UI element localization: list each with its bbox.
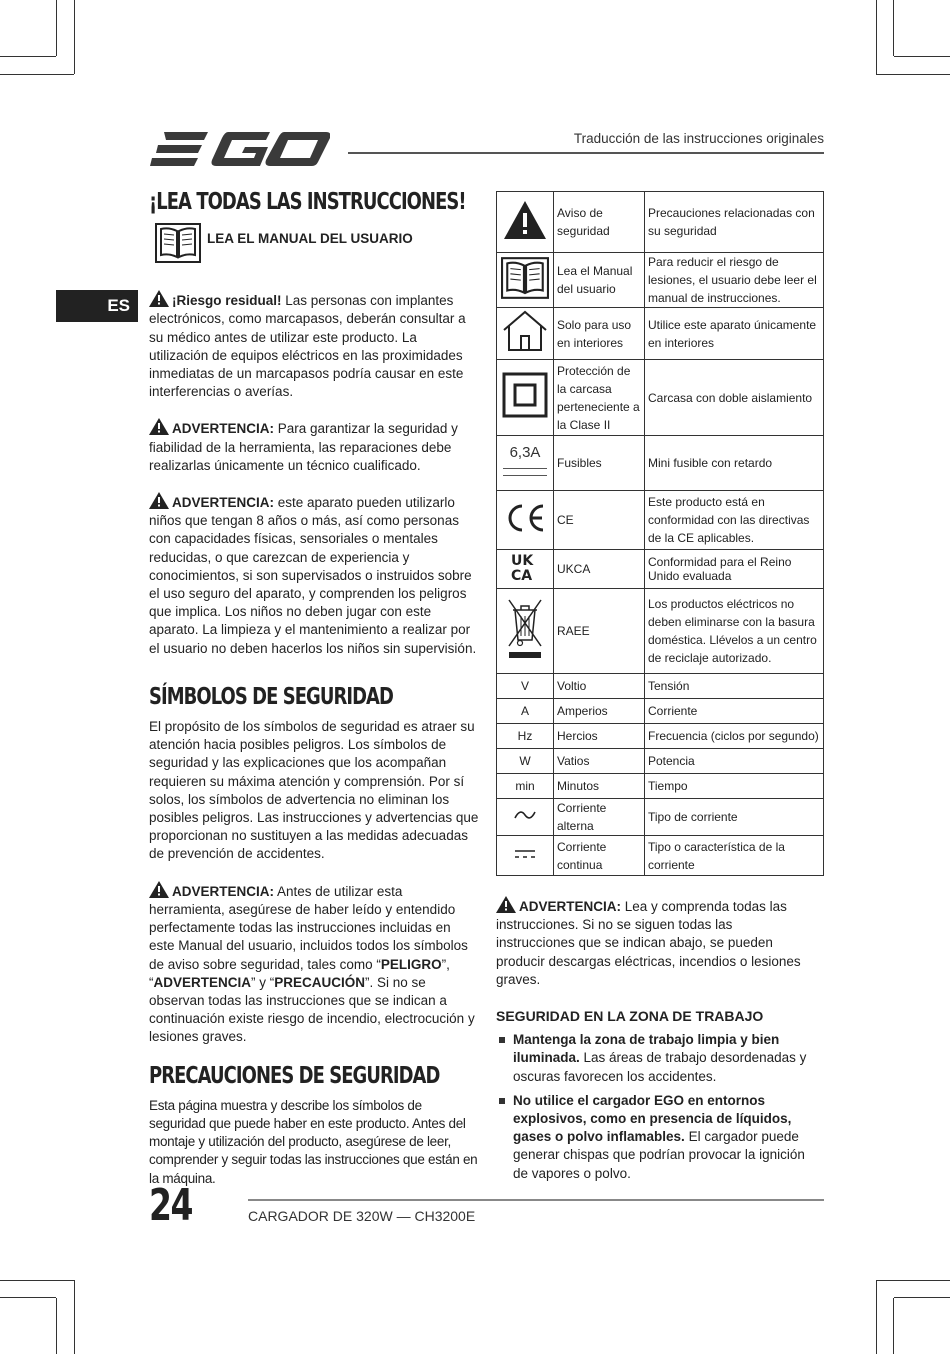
svg-text:CA: CA — [511, 567, 533, 582]
unit-symbol: min — [497, 774, 554, 799]
residual-risk-label: ¡Riesgo residual! — [172, 293, 282, 309]
symbol-name: Minutos — [554, 774, 645, 799]
left-column — [149, 189, 479, 1188]
symbol-cell — [497, 491, 554, 550]
symbol-name: Fusibles — [554, 436, 645, 491]
header-rule — [348, 152, 824, 154]
warning-read-all-paragraph — [496, 896, 814, 989]
symbol-description: Frecuencia (ciclos por segundo) — [645, 724, 824, 749]
table-row — [497, 674, 824, 699]
list-item — [496, 1031, 814, 1086]
symbol-name: Lea el Manual del usuario — [554, 253, 645, 308]
table-row — [497, 799, 824, 836]
symbol-description: Precauciones relacionadas con su seguridad — [645, 192, 824, 253]
double-insulation-icon — [502, 372, 548, 418]
symbol-cell — [497, 360, 554, 436]
signal-word-caution: PRECAUCIÓN — [274, 974, 366, 990]
ce-mark-icon — [503, 503, 547, 533]
crop-mark — [876, 74, 950, 75]
warning-children-text: este aparato pueden utilizarlo niños que tengan 8 años o más, así como personas con capacidades físicas, sensoriales o mentales reducidas, o que carezcan de experiencia y conocimientos, si son supervisados o instruidos sobre el uso seguro del aparato, y comprenden los peligros que implica. Los niños no deben jugar con este aparato. La limpieza y el mantenimiento a realizar por el usuario no deben hacerlos los niños sin supervisión. — [149, 495, 477, 656]
manual-label: LEA EL MANUAL DEL USUARIO — [207, 231, 413, 247]
footer-product: CARGADOR DE 320W — CH3200E — [248, 1208, 476, 1224]
symbol-description: Este producto está en conformidad con las directivas de la CE aplicables. — [645, 491, 824, 550]
table-row — [497, 836, 824, 876]
symbol-cell — [497, 836, 554, 876]
symbol-name: Corriente alterna — [554, 799, 645, 836]
signal-word-danger: PELIGRO — [380, 956, 442, 972]
fuse-icon — [503, 468, 547, 476]
warning-triangle-icon — [149, 492, 169, 509]
unit-symbol: Hz — [497, 724, 554, 749]
symbol-description: Los productos eléctricos no deben eliminarse con la basura doméstica. Llévelos a un centro de reciclaje autorizado. — [645, 589, 824, 674]
symbol-description: Corriente — [645, 699, 824, 724]
crop-mark — [74, 1280, 75, 1354]
warning-label: ADVERTENCIA: — [172, 495, 275, 511]
read-instructions-title: ¡LEA TODAS LAS INSTRUCCIONES! — [149, 189, 466, 215]
safety-symbols-intro: El propósito de los símbolos de seguridad es atraer su atención hacia posibles peligros. Los símbolos de seguridad y las explicaciones que los acompañan requieren su máxima atención y comprensión. Por sí solos, los símbolos de advertencia no eliminan los posibles peligros. Las instrucciones y advertencias que proporcionan no sustituyen a las medidas adecuadas de prevención de accidentes. — [149, 719, 479, 862]
safety-symbols-table — [496, 191, 824, 876]
crop-mark — [876, 1280, 950, 1281]
table-row — [497, 724, 824, 749]
work-area-safety-list — [496, 1031, 814, 1183]
warning-text: ”, “ — [149, 956, 450, 990]
symbol-name: Voltio — [554, 674, 645, 699]
bullet-bold-text: Mantenga la zona de trabajo limpia y bien iluminada. — [513, 1032, 780, 1066]
symbol-name: Hercios — [554, 724, 645, 749]
symbol-name: CE — [554, 491, 645, 550]
unit-symbol: V — [497, 674, 554, 699]
residual-risk-text: Las personas con implantes electrónicos, como marcapasos, deberán consultar a su médico antes de utilizar este producto. La utilización de equipos eléctricos en las proximidades inmediatas de un marcapasos podría causar en este interferencias o averías. — [149, 293, 466, 400]
crop-mark — [56, 1298, 57, 1354]
crop-mark — [0, 74, 74, 75]
warning-triangle-icon — [503, 200, 547, 240]
symbol-description: Tipo de corriente — [645, 799, 824, 836]
table-row — [497, 192, 824, 253]
symbol-name: Vatios — [554, 749, 645, 774]
fuse-rating: 6,3A — [509, 444, 541, 461]
header-subtitle: Traducción de las instrucciones originales — [573, 131, 824, 146]
safety-symbols-title: SÍMBOLOS DE SEGURIDAD — [149, 683, 393, 710]
table-row — [497, 308, 824, 360]
warning-label: ADVERTENCIA: — [519, 899, 622, 914]
warning-label: ADVERTENCIA: — [172, 883, 275, 899]
bullet-text: Las áreas de trabajo desordenadas y oscuras favorecen los accidentes. — [513, 1050, 807, 1084]
symbol-description: Carcasa con doble aislamiento — [645, 360, 824, 436]
signal-word-warning: ADVERTENCIA — [153, 974, 252, 990]
warning-label: ADVERTENCIA: — [172, 421, 275, 437]
warning-triangle-icon — [149, 418, 169, 435]
warning-children-paragraph — [149, 492, 479, 658]
language-tab: ES — [56, 290, 138, 322]
unit-symbol: W — [497, 749, 554, 774]
manual-book-icon — [501, 256, 549, 300]
symbol-name: Corriente continua — [554, 836, 645, 876]
table-row — [497, 436, 824, 491]
symbol-description: Para reducir el riesgo de lesiones, el usuario debe leer el manual de instrucciones. — [645, 253, 824, 308]
weee-bin-icon — [505, 596, 545, 662]
bullet-text: El cargador puede generar chispas que podrían provocar la ignición de vapores o polvo. — [513, 1129, 805, 1181]
crop-mark — [0, 1297, 56, 1298]
symbol-name: RAEE — [554, 589, 645, 674]
symbol-cell — [497, 589, 554, 674]
table-row — [497, 360, 824, 436]
symbol-name: Solo para uso en interiores — [554, 308, 645, 360]
symbol-cell — [497, 192, 554, 253]
crop-mark — [0, 1280, 74, 1281]
table-row — [497, 589, 824, 674]
symbol-cell — [497, 308, 554, 360]
warning-triangle-icon — [149, 881, 169, 898]
symbol-name: Amperios — [554, 699, 645, 724]
work-area-safety-title: SEGURIDAD EN LA ZONA DE TRABAJO — [496, 1008, 764, 1025]
warning-text: ” y “ — [251, 974, 275, 990]
symbol-name: UKCA — [554, 550, 645, 589]
symbol-description: Tipo o característica de la corriente — [645, 836, 824, 876]
direct-current-icon — [513, 848, 537, 860]
symbol-description: Tiempo — [645, 774, 824, 799]
warning-repair-paragraph — [149, 418, 479, 475]
symbol-name: Protección de la carcasa perteneciente a la Clase II — [554, 360, 645, 436]
symbol-description: Conformidad para el Reino Unido evaluada — [645, 550, 824, 589]
list-item — [496, 1092, 814, 1183]
ukca-mark-icon — [509, 552, 541, 582]
symbol-description: Tensión — [645, 674, 824, 699]
symbol-description: Potencia — [645, 749, 824, 774]
symbol-name: Aviso de seguridad — [554, 192, 645, 253]
symbol-cell — [497, 436, 554, 491]
warning-read-all-text: Lea y comprenda todas las instrucciones. Si no se siguen todas las instrucciones que se indican abajo, se pueden producir descargas eléctricas, incendios o lesiones graves. — [496, 899, 801, 987]
alternating-current-icon — [513, 808, 537, 822]
svg-text:UK: UK — [511, 552, 534, 569]
table-row — [497, 749, 824, 774]
page-number: 24 — [149, 1180, 192, 1231]
warning-triangle-icon — [496, 896, 516, 913]
footer-rule — [248, 1199, 824, 1201]
table-row — [497, 774, 824, 799]
ego-logo — [150, 130, 330, 170]
symbol-cell — [497, 253, 554, 308]
crop-mark — [893, 1298, 894, 1354]
crop-mark — [74, 0, 75, 74]
safety-precautions-title: PRECAUCIONES DE SEGURIDAD — [149, 1062, 440, 1089]
warning-text: ”. Si no se observan todas las instrucciones que se indican a continuación existe riesgo de incendio, electrocución y lesiones graves. — [149, 974, 475, 1045]
symbol-cell — [497, 550, 554, 589]
symbol-description: Utilice este aparato únicamente en interiores — [645, 308, 824, 360]
manual-book-icon — [155, 223, 201, 263]
residual-risk-paragraph — [149, 290, 479, 401]
crop-mark — [893, 0, 894, 56]
safety-precautions-text: Esta página muestra y describe los símbolos de seguridad que puede haber en este producto. Antes del montaje y utilización del producto, asegúrese de leer, comprender y seguir todas las instrucciones que están en la máquina. — [149, 1097, 478, 1186]
bullet-bold-text: No utilice el cargador EGO en entornos explosivos, como en presencia de líquidos, gases o polvo inflamables. — [513, 1092, 792, 1145]
warning-text: Antes de utilizar esta herramienta, asegúrese de haber leído y entendido perfectamente todas las instrucciones incluidas en este Manual del usuario, incluidos todos los símbolos de aviso sobre seguridad, tales como “ — [149, 883, 468, 972]
crop-mark — [876, 1280, 877, 1354]
right-column — [496, 896, 814, 1189]
symbol-cell — [497, 799, 554, 836]
table-row — [497, 491, 824, 550]
manual-row — [155, 221, 479, 265]
unit-symbol: A — [497, 699, 554, 724]
table-row — [497, 699, 824, 724]
crop-mark — [894, 56, 950, 57]
crop-mark — [876, 0, 877, 74]
crop-mark — [894, 1297, 950, 1298]
warning-repair-text: Para garantizar la seguridad y fiabilidad de la herramienta, las reparaciones debe realizarlas únicamente un técnico cualificado. — [149, 421, 458, 473]
table-row — [497, 550, 824, 589]
crop-mark — [56, 0, 57, 56]
indoor-house-icon — [502, 310, 548, 352]
symbol-description: Mini fusible con retardo — [645, 436, 824, 491]
warning-triangle-icon — [149, 290, 169, 307]
crop-mark — [0, 56, 56, 57]
warning-read-manual-paragraph — [149, 881, 479, 1047]
table-row — [497, 253, 824, 308]
